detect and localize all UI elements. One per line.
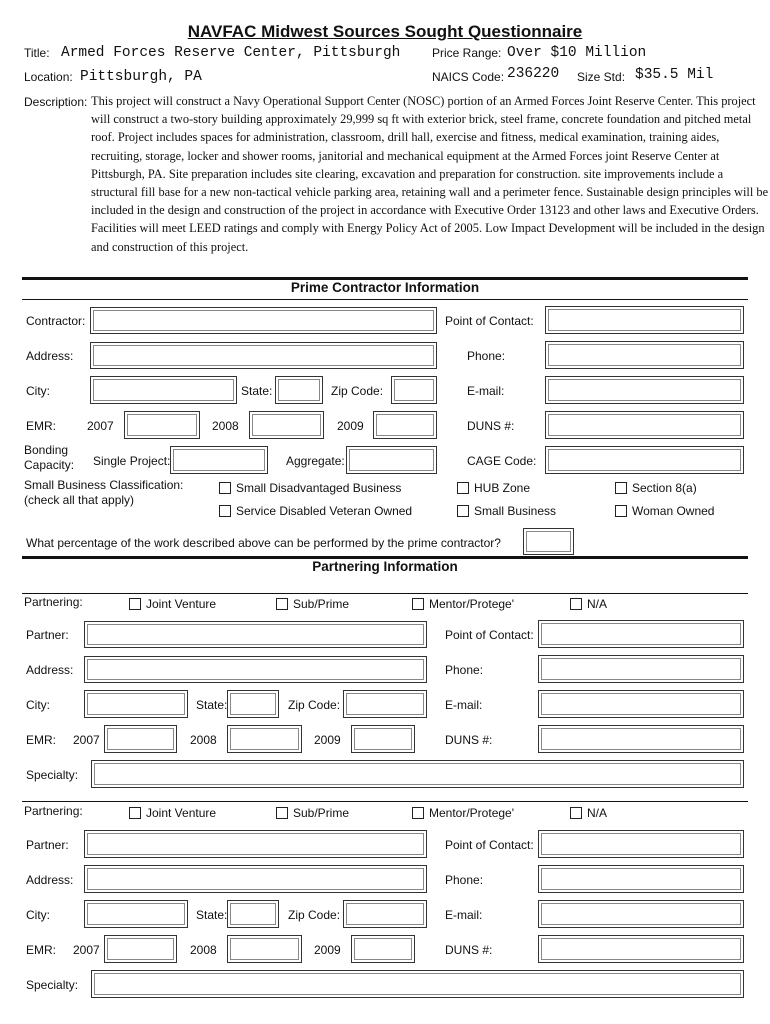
partner-emr-2008-field[interactable] xyxy=(227,935,302,963)
partner-label: Partner: xyxy=(26,838,69,852)
size-std-label: Size Std: xyxy=(577,70,626,84)
partner-emr-2008-label: 2008 xyxy=(190,943,217,957)
sdvo-label: Service Disabled Veteran Owned xyxy=(236,504,413,518)
na-checkbox[interactable] xyxy=(570,598,582,610)
hub-zone-checkbox[interactable] xyxy=(457,482,469,494)
partner-field[interactable] xyxy=(84,830,427,858)
hub-zone-label: HUB Zone xyxy=(474,481,531,495)
sbc-label: Small Business Classification: xyxy=(24,478,184,492)
partner-city-field[interactable] xyxy=(84,690,188,718)
duns-label: DUNS #: xyxy=(467,419,515,433)
partner-phone-label: Phone: xyxy=(445,873,484,887)
partner-duns-label: DUNS #: xyxy=(445,733,493,747)
sub-prime-checkbox[interactable] xyxy=(276,807,288,819)
block-rule xyxy=(22,801,748,802)
emr-label: EMR: xyxy=(26,419,56,433)
duns-field[interactable] xyxy=(545,411,744,439)
cage-code-label: CAGE Code: xyxy=(467,454,537,468)
address-field[interactable] xyxy=(90,342,437,369)
emr-2007-label: 2007 xyxy=(87,419,114,433)
partner-duns-label: DUNS #: xyxy=(445,943,493,957)
partner-address-label: Address: xyxy=(26,663,74,677)
woman-owned-checkbox[interactable] xyxy=(615,505,627,517)
specialty-field[interactable] xyxy=(91,970,744,998)
contractor-label: Contractor: xyxy=(26,314,86,328)
mentor-protege-checkbox[interactable] xyxy=(412,807,424,819)
price-range-value: Over $10 Million xyxy=(507,45,647,61)
partner-field[interactable] xyxy=(84,621,427,648)
zip-field[interactable] xyxy=(391,376,437,404)
city-label: City: xyxy=(26,384,50,398)
partner-emr-2007-field[interactable] xyxy=(104,935,177,963)
zip-label: Zip Code: xyxy=(331,384,384,398)
location-value: Pittsburgh, PA xyxy=(80,69,202,85)
description-label: Description: xyxy=(24,95,88,109)
partner-address-label: Address: xyxy=(26,873,74,887)
joint-venture-label: Joint Venture xyxy=(146,806,217,820)
partner-city-field[interactable] xyxy=(84,900,188,928)
description-text: This project will construct a Navy Operational Support Center (NOSC) portion of an Armed Forces Joint Reserve Center. This project will construct a two-story building approximately 29,999 sq ft with exterior brick, steel frame, concrete foundation and pitched metal roof. Project includes spaces for administration, classroom, drill hall, exercise and fitness, medical examination, training aides, recruiting, storage, locker and shower rooms, janitorial and mechanical equipment at the Armed Forces joint Reserve Center at Pittsburgh, PA. Site preparation includes site clearing, excavation and preparation for construction. site improvements include a structural fill base for a new non-tactical vehicle parking area, retaining wall and a perimeter fence. Sustainable design principles will be included in the design and construction of the project in accordance with Executive Order 13123 and other laws and Executive Orders. Facilities will meet LEED ratings and comply with Energy Policy Act of 2005. Low Impact Development will be included in the design and construction of this project. xyxy=(91,94,769,254)
page-title: NAVFAC Midwest Sources Sought Questionnaire xyxy=(187,22,583,41)
partner-emr-label: EMR: xyxy=(26,733,56,747)
poc-label: Point of Contact: xyxy=(445,314,534,328)
partner-phone-field[interactable] xyxy=(538,655,744,683)
partner-state-label: State: xyxy=(196,698,228,712)
partner-city-label: City: xyxy=(26,908,50,922)
sub-prime-checkbox[interactable] xyxy=(276,598,288,610)
location-label: Location: xyxy=(24,70,73,84)
section-rule xyxy=(22,299,748,300)
city-field[interactable] xyxy=(90,376,237,404)
capacity-label: Capacity: xyxy=(24,458,75,472)
partner-emr-2009-field[interactable] xyxy=(351,725,415,753)
single-project-field[interactable] xyxy=(170,446,268,474)
emr-2009-field[interactable] xyxy=(373,411,437,439)
mentor-protege-label: Mentor/Protege' xyxy=(429,597,515,611)
sub-prime-label: Sub/Prime xyxy=(293,806,350,820)
naics-code-label: NAICS Code: xyxy=(432,70,505,84)
email-field[interactable] xyxy=(545,376,744,404)
state-field[interactable] xyxy=(275,376,323,404)
sdb-label: Small Disadvantaged Business xyxy=(236,481,402,495)
sub-prime-label: Sub/Prime xyxy=(293,597,350,611)
percentage-field[interactable] xyxy=(523,528,574,555)
na-label: N/A xyxy=(587,597,608,611)
joint-venture-checkbox[interactable] xyxy=(129,807,141,819)
partner-emr-2009-label: 2009 xyxy=(314,733,341,747)
prime-contractor-heading: Prime Contractor Information xyxy=(290,280,480,295)
single-project-label: Single Project: xyxy=(93,454,171,468)
partner-emr-label: EMR: xyxy=(26,943,56,957)
partner-poc-field[interactable] xyxy=(538,830,744,858)
section-8a-label: Section 8(a) xyxy=(632,481,697,495)
partner-emr-2007-label: 2007 xyxy=(73,733,100,747)
block-rule xyxy=(22,593,748,594)
partner-city-label: City: xyxy=(26,698,50,712)
partner-emr-2007-label: 2007 xyxy=(73,943,100,957)
partner-emr-2007-field[interactable] xyxy=(104,725,177,753)
sdvo-checkbox[interactable] xyxy=(219,505,231,517)
section-8a-checkbox[interactable] xyxy=(615,482,627,494)
size-std-value: $35.5 Mil xyxy=(635,67,714,83)
partner-label: Partner: xyxy=(26,628,69,642)
emr-2009-label: 2009 xyxy=(337,419,364,433)
small-business-checkbox[interactable] xyxy=(457,505,469,517)
partner-email-field[interactable] xyxy=(538,690,744,718)
partner-poc-label: Point of Contact: xyxy=(445,628,534,642)
poc-field[interactable] xyxy=(545,306,744,334)
specialty-field[interactable] xyxy=(91,760,744,788)
na-checkbox[interactable] xyxy=(570,807,582,819)
partnering-label: Partnering: xyxy=(24,595,83,609)
sdb-checkbox[interactable] xyxy=(219,482,231,494)
naics-code-value: 236220 xyxy=(507,66,560,82)
partner-duns-field[interactable] xyxy=(538,935,744,963)
partner-phone-label: Phone: xyxy=(445,663,484,677)
partner-state-field[interactable] xyxy=(227,900,279,928)
na-label: N/A xyxy=(587,806,608,820)
partner-duns-field[interactable] xyxy=(538,725,744,753)
partner-state-label: State: xyxy=(196,908,228,922)
emr-2008-field[interactable] xyxy=(249,411,324,439)
partner-phone-field[interactable] xyxy=(538,865,744,893)
title-value: Armed Forces Reserve Center, Pittsburgh xyxy=(61,45,401,61)
partner-email-field[interactable] xyxy=(538,900,744,928)
partner-address-field[interactable] xyxy=(84,865,427,893)
title-label: Title: xyxy=(24,46,50,60)
partner-address-field[interactable] xyxy=(84,656,427,683)
partner-email-label: E-mail: xyxy=(445,908,483,922)
phone-field[interactable] xyxy=(545,341,744,369)
state-label: State: xyxy=(241,384,273,398)
partner-emr-2008-label: 2008 xyxy=(190,733,217,747)
aggregate-field[interactable] xyxy=(346,446,437,474)
partner-emr-2009-label: 2009 xyxy=(314,943,341,957)
sbc-hint: (check all that apply) xyxy=(24,493,135,507)
mentor-protege-label: Mentor/Protege' xyxy=(429,806,515,820)
partner-emr-2008-field[interactable] xyxy=(227,725,302,753)
joint-venture-label: Joint Venture xyxy=(146,597,217,611)
joint-venture-checkbox[interactable] xyxy=(129,598,141,610)
partner-state-field[interactable] xyxy=(227,690,279,718)
partner-poc-label: Point of Contact: xyxy=(445,838,534,852)
partner-emr-2009-field[interactable] xyxy=(351,935,415,963)
woman-owned-label: Woman Owned xyxy=(632,504,715,518)
partner-email-label: E-mail: xyxy=(445,698,483,712)
phone-label: Phone: xyxy=(467,349,506,363)
email-label: E-mail: xyxy=(467,384,505,398)
address-label: Address: xyxy=(26,349,74,363)
cage-code-field[interactable] xyxy=(545,446,744,474)
partner-zip-field[interactable] xyxy=(343,900,427,928)
aggregate-label: Aggregate: xyxy=(286,454,345,468)
emr-2008-label: 2008 xyxy=(212,419,239,433)
price-range-label: Price Range: xyxy=(432,46,502,60)
partnering-label: Partnering: xyxy=(24,804,83,818)
percentage-question: What percentage of the work described above can be performed by the prime contractor? xyxy=(26,536,501,550)
partner-zip-label: Zip Code: xyxy=(288,908,341,922)
specialty-label: Specialty: xyxy=(26,978,79,992)
contractor-field[interactable] xyxy=(90,307,437,334)
specialty-label: Specialty: xyxy=(26,768,79,782)
partner-poc-field[interactable] xyxy=(538,620,744,648)
small-business-label: Small Business xyxy=(474,504,557,518)
partner-zip-label: Zip Code: xyxy=(288,698,341,712)
partnering-heading: Partnering Information xyxy=(312,559,458,574)
emr-2007-field[interactable] xyxy=(124,411,200,439)
partner-zip-field[interactable] xyxy=(343,690,427,718)
bonding-label: Bonding xyxy=(24,443,69,457)
mentor-protege-checkbox[interactable] xyxy=(412,598,424,610)
